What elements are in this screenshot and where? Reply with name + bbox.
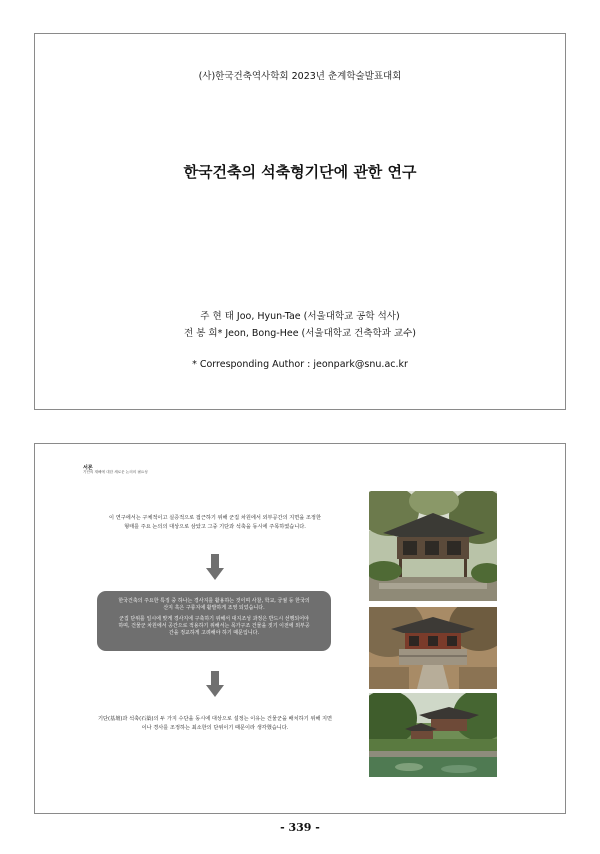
summary-box xyxy=(97,591,331,651)
paragraph-3-line-1: 기단(基壇)과 석축(石築)의 두 가지 수단을 동시에 대상으로 설정는 이유는 건물군을 배치하기 위해 지면 xyxy=(97,716,333,722)
introduction-slide xyxy=(34,443,566,814)
author-1: 주 현 태 Joo, Hyun-Tae (서울대학교 공학 석사) xyxy=(200,311,400,322)
garden-pond-photo xyxy=(369,693,497,777)
conference-name: (사)한국건축역사학회 2023년 춘계학술발표대회 xyxy=(198,71,402,82)
stone-terrace-photo xyxy=(369,607,497,689)
box-line-2: 산지 혹은 구릉지에 활발하게 조영 되었습니다. xyxy=(163,605,265,611)
section-heading: 서론 xyxy=(83,465,93,471)
section-subheading: 기단의 재해에 대한 새로운 논의의 필요성 xyxy=(83,470,148,474)
paragraph-3-line-2: 이나 경사를 조정하는 최소한의 단위이기 때문이라 생각했습니다. xyxy=(141,725,289,731)
paragraph-1-line-2: 형태를 주요 논의의 대상으로 삼았고 그중 기단과 석축을 동시에 주목하였습니다. xyxy=(124,524,306,530)
corresponding-author: * Corresponding Author : jeonpark@snu.ac.kr xyxy=(192,359,408,370)
paper-title: 한국건축의 석축형기단에 관한 연구 xyxy=(183,163,417,181)
paragraph-3 xyxy=(85,715,345,733)
pavilion-photo xyxy=(369,491,497,601)
title-slide xyxy=(34,33,566,410)
box-line-5: 간을 정교하게 고려해야 하기 때문입니다. xyxy=(168,630,260,636)
down-arrow-icon xyxy=(206,671,224,697)
box-line-4: 하며, 건물군 차원에서 공간으로 적용하기 위해서는 목가구조 건물을 짓기 이전에 외부공 xyxy=(118,623,310,629)
box-line-3: 군집 단위를 일시에 맞게 경사지에 구축하기 위해서 대지조성 과정은 반드시 선행되어야 xyxy=(119,616,309,622)
author-2: 전 봉 희* Jeon, Bong-Hee (서울대학교 건축학과 교수) xyxy=(184,328,416,339)
paragraph-1 xyxy=(85,514,345,532)
page-number: - 339 - xyxy=(280,821,320,834)
down-arrow-icon xyxy=(206,554,224,580)
box-line-1: 한국건축의 주요한 특징 중 하나는 경사지를 활용하는 것이며 사찰, 학교, 궁궐 등 한국의 xyxy=(118,598,310,604)
paragraph-1-line-1: 이 연구에서는 구체적이고 실증적으로 접근하기 위해 군집 차원에서 외부공간의 지면을 조정한 xyxy=(109,515,321,521)
